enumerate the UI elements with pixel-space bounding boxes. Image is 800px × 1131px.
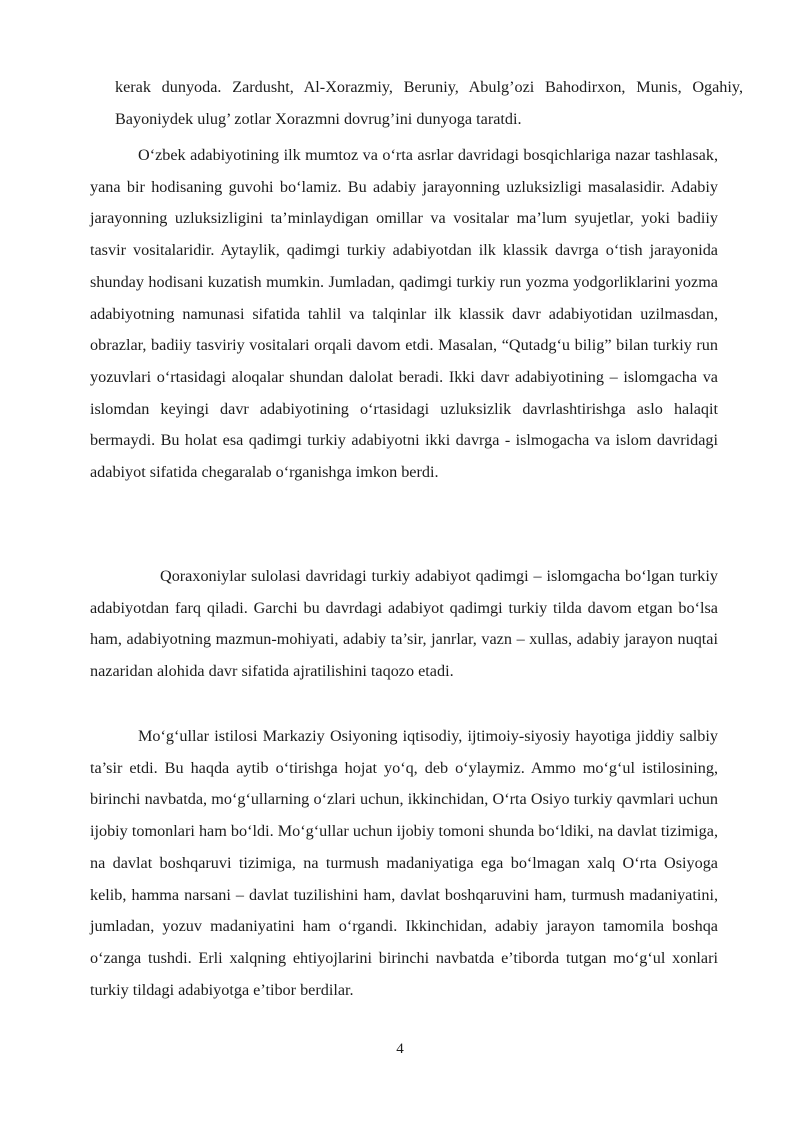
paragraph-1: kerak dunyoda. Zardusht, Al-Xorazmiy, Beruniy, Abulg’ozi Bahodirxon, Munis, Ogahiy, Bayoniydek ulug’ zotlar Xorazmni dovrug’ini dunyoga taratdi. [115, 78, 743, 128]
paragraph-4: Mo‘g‘ullar istilosi Markaziy Osiyoning iqtisodiy, ijtimoiy-siyosiy hayotiga jiddiy salbiy ta’sir etdi. Bu haqda aytib o‘tirishga hojat yo‘q, deb o‘ylaymiz. Ammo mo‘g‘ul istilosining, birinchi navbatda, mo‘g‘ullarning o‘zlari uchun, ikkinchidan, O‘rta Osiyo turkiy qavmlari uchun ijobiy tomonlari ham bo‘ldi. Mo‘g‘ullar uchun ijobiy tomoni shunda bo‘ldiki, na davlat tizimiga, na davlat boshqaruvi tizimiga, na turmush madaniyatiga ega bo‘lmagan xalq O‘rta Osiyoga kelib, hamma narsani – davlat tuzilishini ham, davlat boshqaruvini ham, turmush madaniyatini, jumladan, yozuv madaniyatini ham o‘rgandi. Ikkinchidan, adabiy jarayon tamomila boshqa o‘zanga tushdi. Erli xalqning ehtiyojlarini birinchi navbatda e’tiborda tutgan mo‘g‘ul xonlari turkiy tildagi adabiyotga e’tibor berdilar. [90, 727, 718, 999]
paragraph-literary-periods [90, 140, 718, 489]
paragraph-mongol [90, 721, 718, 1006]
paragraph-karakhanid [90, 561, 718, 688]
paragraph-3: Qoraxoniylar sulolasi davridagi turkiy adabiyot qadimgi – islomgacha bo‘lgan turkiy adabiyotdan farq qiladi. Garchi bu davrdagi adabiyot qadimgi turkiy tilda davom etgan bo‘lsa ham, adabiyotning mazmun-mohiyati, adabiy ta’sir, janrlar, vazn – xullas, adabiy jarayon nuqtai nazaridan alohida davr sifatida ajratilishini taqozo etadi. [90, 567, 718, 681]
paragraph-continuation [115, 72, 743, 135]
page-number: 4 [396, 1041, 404, 1057]
paragraph-2: O‘zbek adabiyotining ilk mumtoz va o‘rta asrlar davridagi bosqichlariga nazar tashlasak, yana bir hodisaning guvohi bo‘lamiz. Bu adabiy jarayonning uzluksizligi masalasidir. Adabiy jarayonning uzluksizligini ta’minlaydigan omillar va vositalar ma’lum syujetlar, yoki badiiy tasvir vositalaridir. Aytaylik, qadimgi turkiy adabiyotdan ilk klassik davrga o‘tish jarayonida shunday hodisani kuzatish mumkin. Jumladan, qadimgi turkiy run yozma yodgorliklarini yozma adabiyotning namunasi sifatida tahlil va talqinlar ilk klassik davr adabiyotidan uzilmasdan, obrazlar, badiiy tasviriy vositalari orqali davom etdi. Masalan, “Qutadg‘u bilig” bilan turkiy run yozuvlari o‘rtasidagi aloqalar shundan dalolat beradi. Ikki davr adabiyotining – islomgacha va islomdan keyingi davr adabiyotining o‘rtasidagi uzluksizlik davrlashtirishga aslo halaqit bermaydi. Bu holat esa qadimgi turkiy adabiyotni ikki davrga - islmogacha va islom davridagi adabiyot sifatida chegaralab o‘rganishga imkon berdi. [90, 146, 718, 482]
